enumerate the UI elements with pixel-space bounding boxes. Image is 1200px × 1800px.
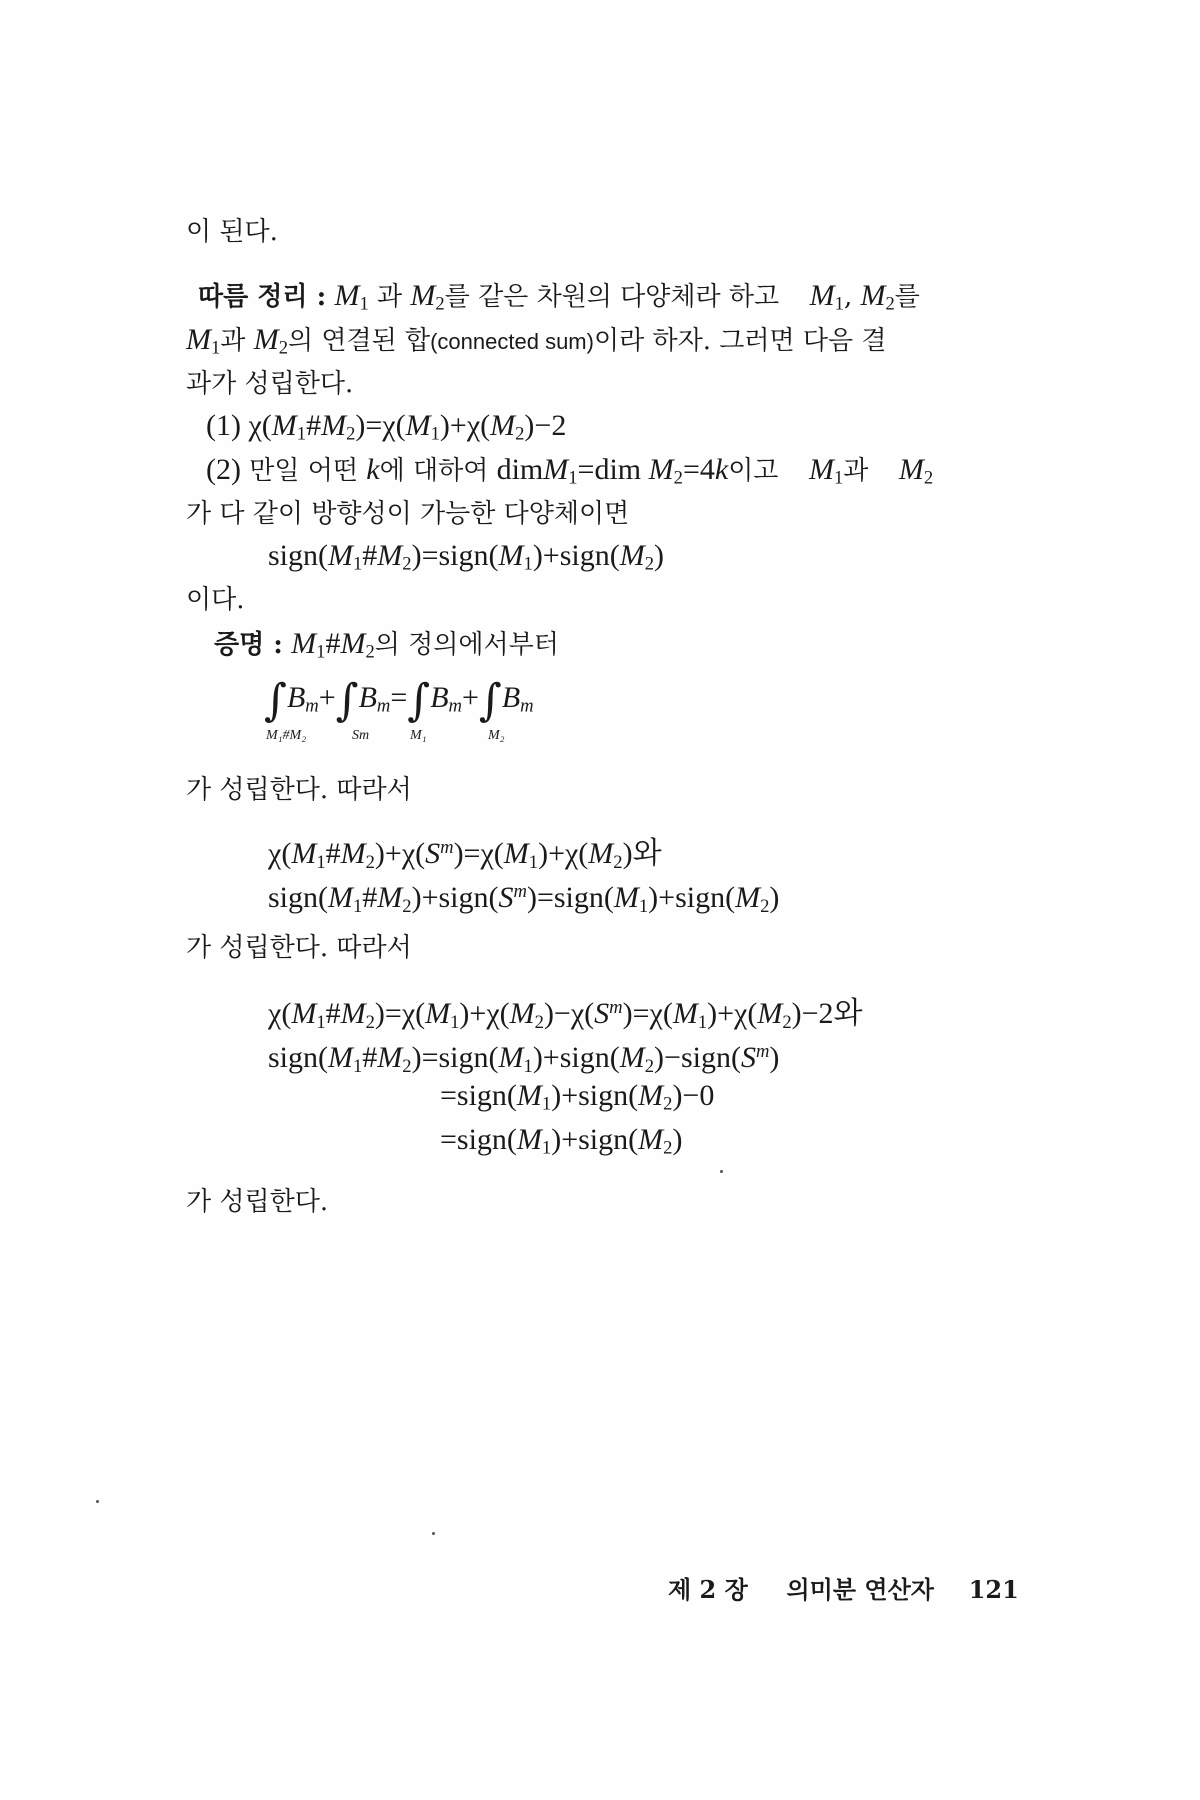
scan-speck [432,1532,435,1535]
sentence-end: 이 된다. [186,217,278,247]
proof-end: 가 성립한다. [186,1187,329,1217]
equation-sign-result-3: $=sign(M_1)+sign(M_2)$ [440,1123,683,1159]
theorem-end: 이다. [186,585,245,615]
theorem-heading: 따름 정리 : [198,282,327,312]
item-2-line-1: (2) 만일 어떤 k에 대하여 dimM$_1$=dim $M_2=4k$이고 $M_1$과 $M_2$ [206,453,934,489]
item-2-line-2: 가 다 같이 방향성이 가능한 다양체이면 [186,499,630,529]
equation-euler-sum: $\chi(M_1\#M_2)+\chi(S^m)=\chi(M_1)+\chi(M_2)$와 [268,837,662,873]
page-footer [668,1570,1019,1605]
equation-sign-result-1: $sign(M_1\#M_2)=sign(M_1)+sign(M_2)-sign(S^m)$ [268,1041,780,1077]
proof-line-1: 증명 : $M_1\#M_2$의 정의에서부터 [214,627,559,663]
theorem-line-3: 과가 성립한다. [186,369,354,399]
scan-speck [96,1500,99,1503]
equation-sign-result-2: $=sign(M_1)+sign(M_2)-0$ [440,1079,715,1115]
integral-limit: M₂ [488,728,505,743]
equation-euler-result: $\chi(M_1\#M_2)=\chi(M_1)+\chi(M_2)-\chi(S^m)=\chi(M_1)+\chi(M_2)-2$와 [268,997,863,1033]
scan-speck [720,1170,723,1173]
integral-limit: M₁#M₂ [266,728,307,743]
integral-equation: $\int B_m+\int B_m=\int B_m+\int B_m$ [264,675,534,726]
integral-limit: M₁ [410,728,427,743]
theorem-line-2: $M_1$과 $M_2$의 연결된 합(connected sum)이라 하자. 그러면 다음 결 [186,323,887,359]
chapter-title: 의미분 연산자 [786,1575,934,1604]
page-number: 121 [968,1575,1019,1604]
item-1: (1) $\chi(M_1\#M_2)=\chi(M_1)+\chi(M_2)-2$ [206,409,567,445]
item-2-equation: $sign(M_1\#M_2)=sign(M_1)+sign(M_2)$ [268,539,665,575]
proof-line-2: 가 성립한다. 따라서 [186,775,412,805]
proof-heading: 증명 : [214,630,283,660]
proof-line-3: 가 성립한다. 따라서 [186,933,412,963]
integral-limit: Sm [352,728,370,743]
chapter-label: 제 2 장 [668,1575,748,1604]
equation-sign-sum: $sign(M_1\#M_2)+sign(S^m)=sign(M_1)+sign(M_2)$ [268,881,780,917]
theorem-line-1: 따름 정리 : $M_1$ 과 $M_2$를 같은 차원의 다양체라 하고 $M_1$, $M_2$를 [198,279,920,315]
text-line [186,214,278,250]
